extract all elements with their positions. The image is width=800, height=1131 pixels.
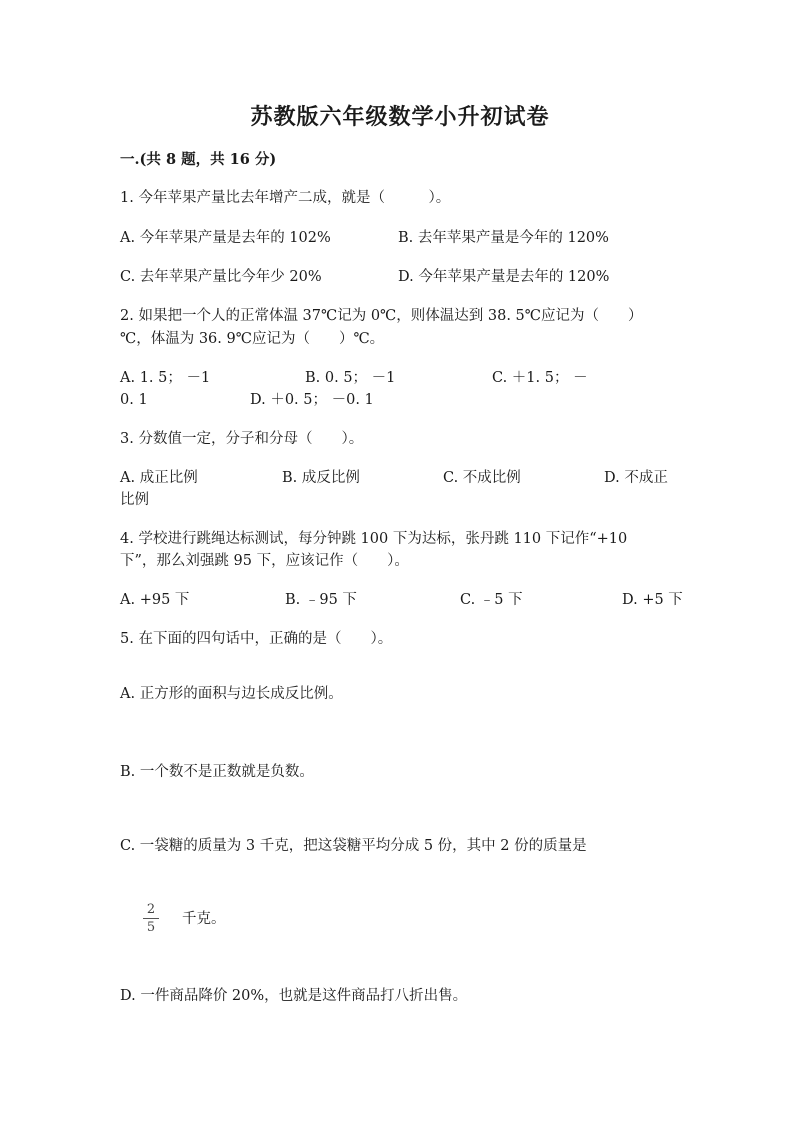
question-5-option-c-unit: 千克。: [182, 911, 226, 927]
question-5-option-c: C. 一袋糖的质量为 3 千克，把这袋糖平均分成 5 份，其中 2 份的质量是: [120, 838, 587, 854]
question-2-option-a: A. 1. 5； －1: [120, 370, 211, 386]
section-heading: 一.(共 8 题，共 16 分): [120, 151, 277, 168]
question-1-option-a: A. 今年苹果产量是去年的 102%: [120, 230, 331, 246]
question-1-option-c: C. 去年苹果产量比今年少 20%: [120, 269, 322, 285]
question-2-option-d: D. ＋0. 5； －0. 1: [250, 392, 374, 408]
question-3-stem: 3. 分数值一定，分子和分母（ ）。: [120, 431, 364, 447]
question-4-option-a: A. +95 下: [120, 592, 190, 608]
page-title: 苏教版六年级数学小升初试卷: [250, 104, 550, 130]
question-2-option-c: C. ＋1. 5； －: [492, 370, 588, 386]
question-3-option-a: A. 成正比例: [120, 470, 198, 486]
question-4-stem-line1: 4. 学校进行跳绳达标测试，每分钟跳 100 下为达标，张丹跳 110 下记作“+10: [120, 531, 628, 547]
question-4-option-c: C. ﹣5 下: [460, 592, 523, 608]
question-2-stem-line2: ℃，体温为 36. 9℃应记为（ ）℃。: [120, 331, 385, 347]
question-3-option-d: D. 不成正: [604, 470, 668, 486]
question-3-option-c: C. 不成比例: [443, 470, 521, 486]
question-5-option-a: A. 正方形的面积与边长成反比例。: [120, 686, 343, 702]
question-1-option-d: D. 今年苹果产量是去年的 120%: [398, 269, 610, 285]
fraction-numerator: 2: [146, 902, 156, 917]
question-4-option-d: D. +5 下: [622, 592, 683, 608]
question-2-stem-line1: 2. 如果把一个人的正常体温 37℃记为 0℃，则体温达到 38. 5℃应记为（ ）: [120, 308, 643, 324]
question-1-option-b: B. 去年苹果产量是今年的 120%: [398, 230, 609, 246]
question-2-option-c-continued: 0. 1: [120, 392, 148, 408]
question-3-option-d-continued: 比例: [120, 492, 149, 508]
question-5-stem: 5. 在下面的四句话中，正确的是（ ）。: [120, 631, 393, 647]
question-5-option-d: D. 一件商品降价 20%，也就是这件商品打八折出售。: [120, 988, 468, 1004]
question-4-stem-line2: 下”，那么刘强跳 95 下，应该记作（ ）。: [120, 553, 409, 569]
question-3-option-b: B. 成反比例: [282, 470, 360, 486]
question-2-option-b: B. 0. 5； －1: [305, 370, 396, 386]
question-1-stem: 1. 今年苹果产量比去年增产二成，就是（ ）。: [120, 190, 451, 206]
question-4-option-b: B. ﹣95 下: [285, 592, 357, 608]
fraction-bar: [143, 918, 159, 919]
fraction-two-fifths: [143, 902, 159, 935]
question-5-option-b: B. 一个数不是正数就是负数。: [120, 764, 314, 780]
fraction-denominator: 5: [146, 920, 156, 935]
